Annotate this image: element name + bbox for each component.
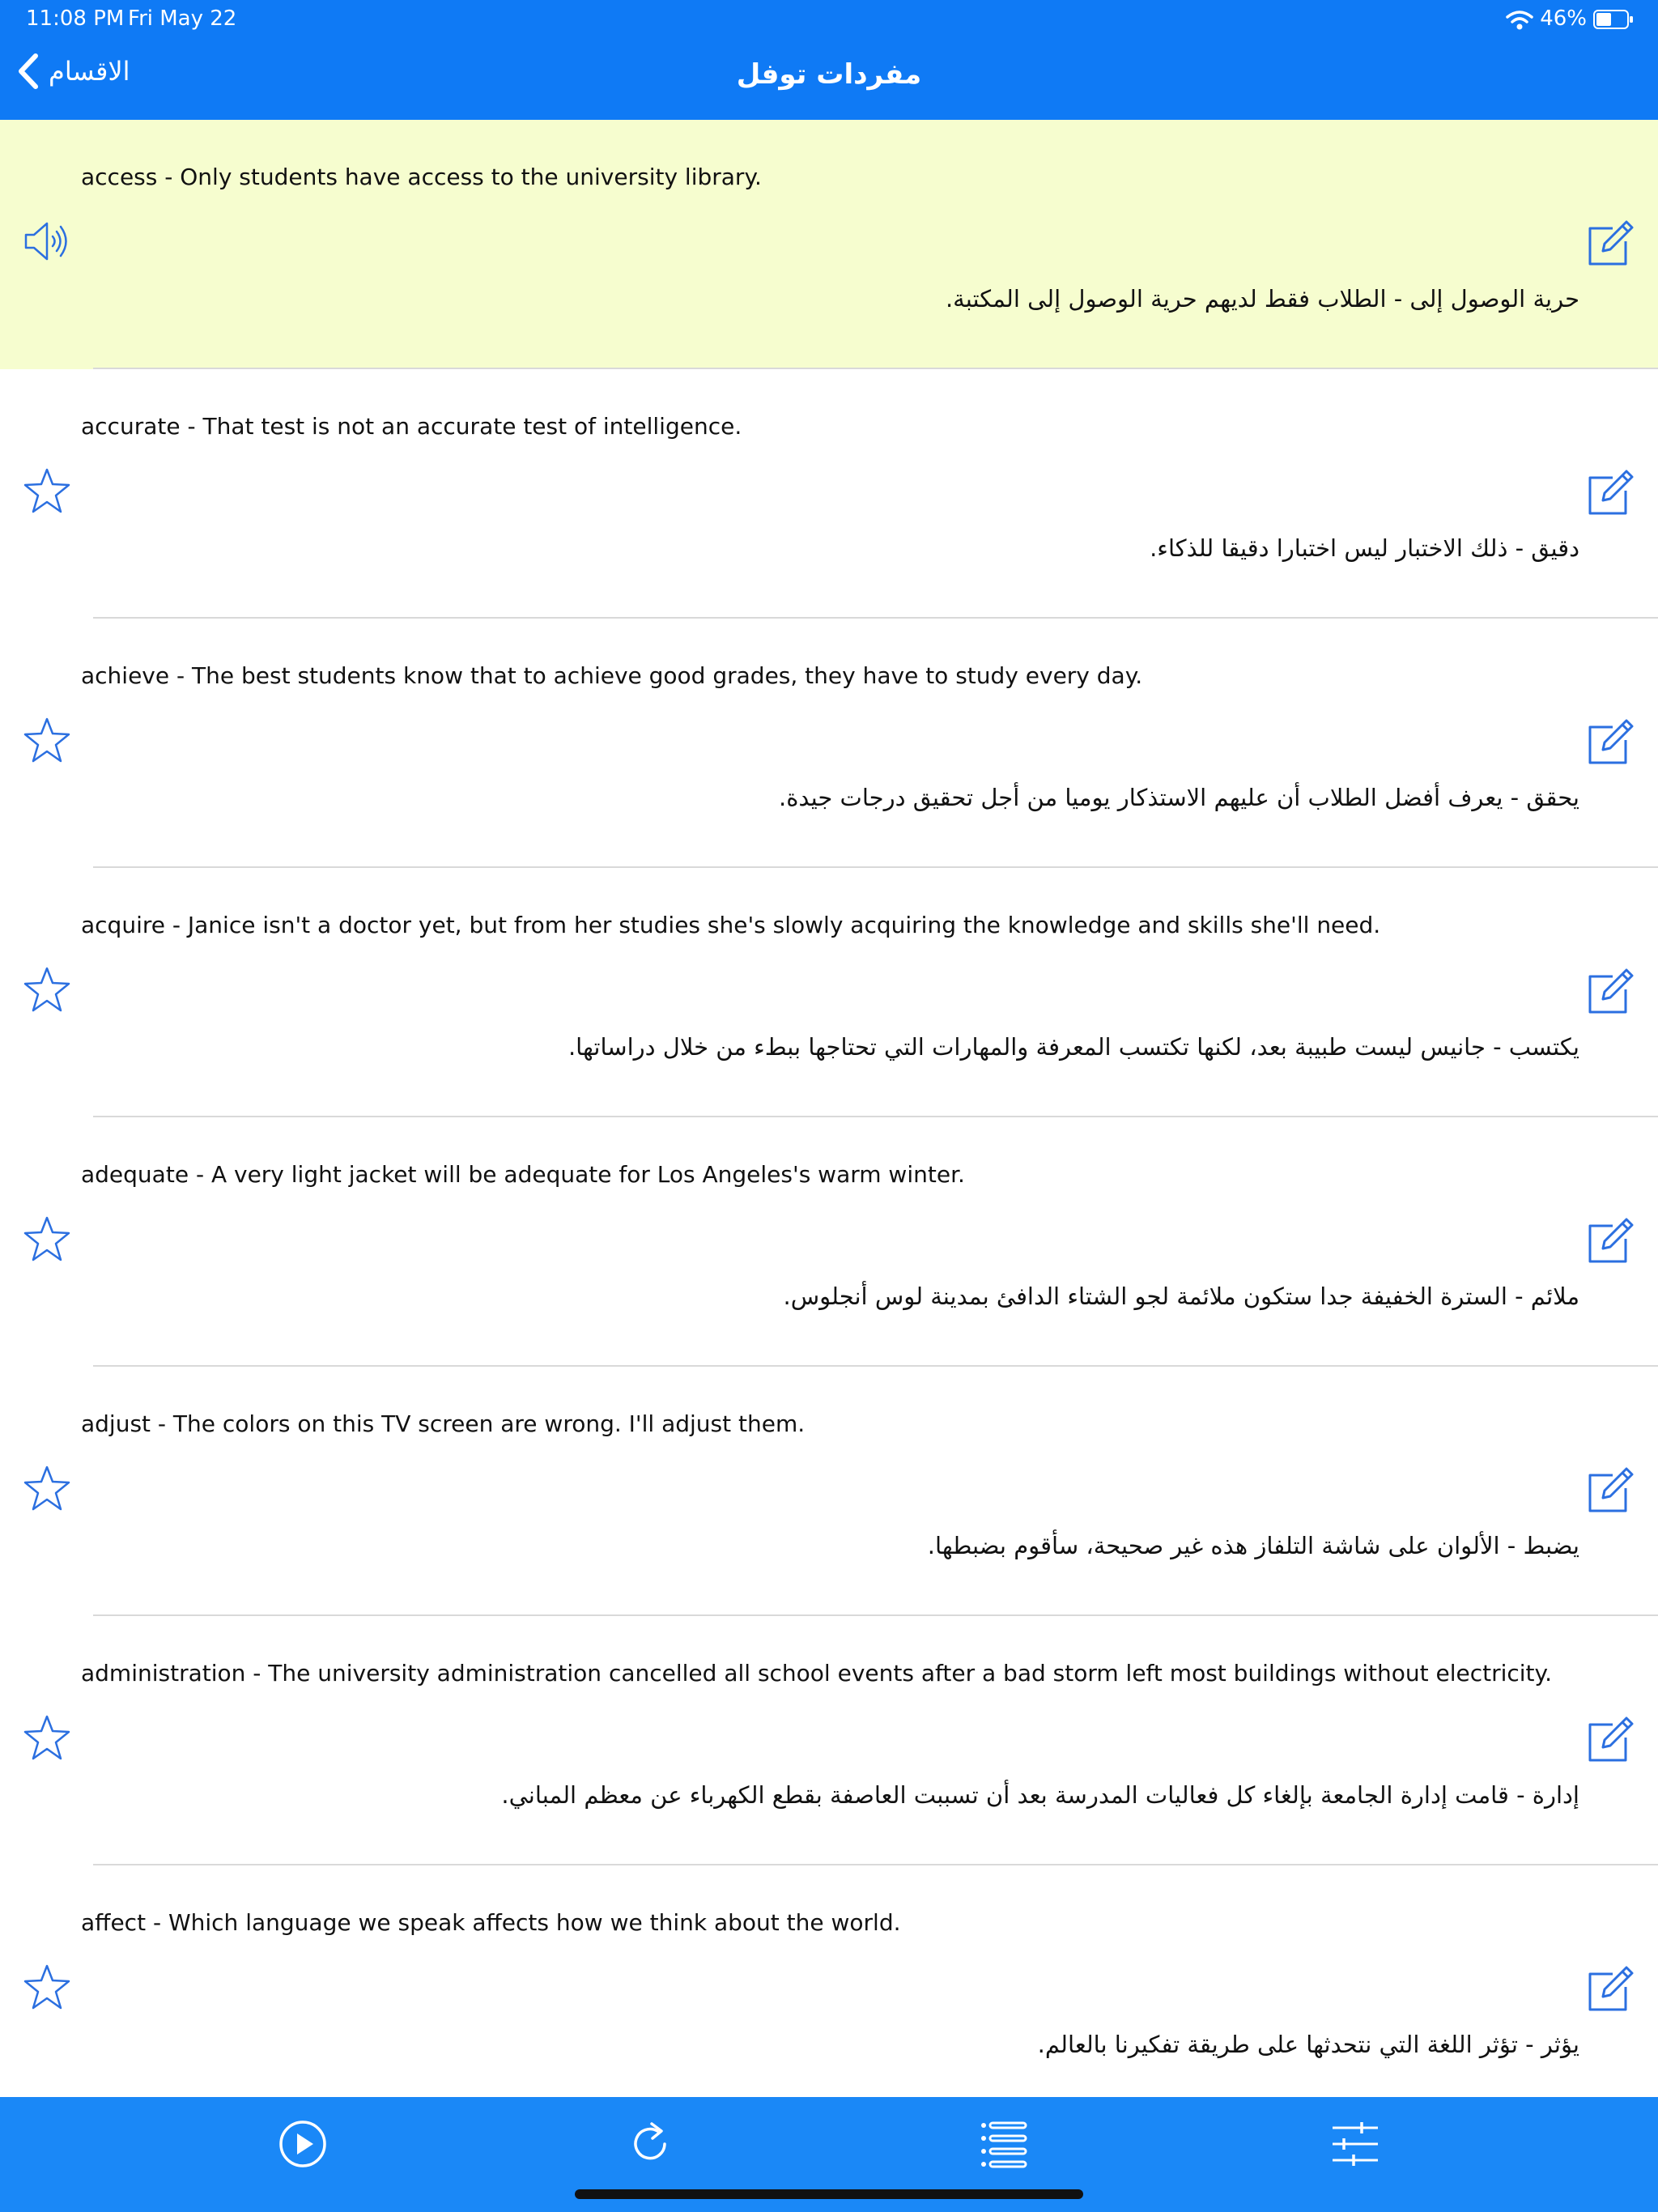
arabic-translation: يؤثر - تؤثر اللغة التي نتحدثها على طريقة تفكيرنا بالعالم. xyxy=(1037,2031,1579,2058)
arabic-translation: ملائم - السترة الخفيفة جدا ستكون ملائمة لجو الشتاء الدافئ بمدينة لوس أنجلوس. xyxy=(783,1283,1579,1310)
star-icon[interactable] xyxy=(23,965,71,1014)
settings-sliders-icon[interactable] xyxy=(1329,2118,1381,2170)
battery-icon xyxy=(1593,10,1634,29)
speaker-icon[interactable] xyxy=(23,217,71,266)
edit-icon[interactable] xyxy=(1585,967,1635,1015)
arabic-translation: حرية الوصول إلى - الطلاب فقط لديهم حرية الوصول إلى المكتبة. xyxy=(945,285,1579,313)
list-item[interactable] xyxy=(0,1367,1658,1616)
list-item[interactable] xyxy=(0,619,1658,868)
page-title: مفردات توفل xyxy=(736,58,922,91)
navigation-bar xyxy=(0,0,1658,120)
star-icon[interactable] xyxy=(23,466,71,515)
list-icon[interactable] xyxy=(978,2118,1030,2170)
repeat-icon[interactable] xyxy=(625,2118,677,2170)
edit-icon[interactable] xyxy=(1585,219,1635,267)
english-sentence: affect - Which language we speak affects how we think about the world. xyxy=(81,1909,901,1936)
vocabulary-list xyxy=(0,120,1658,2115)
list-item[interactable] xyxy=(0,1117,1658,1367)
edit-icon[interactable] xyxy=(1585,1465,1635,1514)
english-sentence: adequate - A very light jacket will be adequate for Los Angeles's warm winter. xyxy=(81,1161,965,1188)
edit-icon[interactable] xyxy=(1585,1216,1635,1265)
arabic-translation: يحقق - يعرف أفضل الطلاب أن عليهم الاستذكار يوميا من أجل تحقيق درجات جيدة. xyxy=(778,784,1579,811)
english-sentence: access - Only students have access to the university library. xyxy=(81,164,762,190)
arabic-translation: دقيق - ذلك الاختبار ليس اختبارا دقيقا للذكاء. xyxy=(1150,534,1579,562)
arabic-translation: يضبط - الألوان على شاشة التلفاز هذه غير صحيحة، سأقوم بضبطها. xyxy=(927,1532,1579,1559)
battery-percentage: 46% xyxy=(1540,6,1587,31)
english-sentence: adjust - The colors on this TV screen are wrong. I'll adjust them. xyxy=(81,1410,806,1437)
status-date: Fri May 22 xyxy=(128,6,237,31)
star-icon[interactable] xyxy=(23,1464,71,1512)
list-item[interactable] xyxy=(0,1616,1658,1865)
list-item[interactable] xyxy=(0,1865,1658,2115)
star-icon[interactable] xyxy=(23,1214,71,1263)
english-sentence: acquire - Janice isn't a doctor yet, but from her studies she's slowly acquiring the knowledge and skills she'll need. xyxy=(81,912,1381,938)
edit-icon[interactable] xyxy=(1585,717,1635,766)
english-sentence: administration - The university administration cancelled all school events after a bad storm left most buildings without electricity. xyxy=(81,1660,1552,1687)
list-item[interactable] xyxy=(0,868,1658,1117)
star-icon[interactable] xyxy=(23,716,71,764)
home-indicator xyxy=(575,2189,1083,2199)
arabic-translation: يكتسب - جانيس ليست طبيبة بعد، لكنها تكتسب المعرفة والمهارات التي تحتاجها ببطء من خلال دراساتها. xyxy=(568,1033,1579,1061)
play-icon[interactable] xyxy=(277,2118,329,2170)
arabic-translation: إدارة - قامت إدارة الجامعة بإلغاء كل فعاليات المدرسة بعد أن تسببت العاصفة بقطع الكهرباء عن معظم المباني. xyxy=(501,1781,1579,1809)
edit-icon[interactable] xyxy=(1585,1964,1635,2013)
list-item[interactable] xyxy=(0,120,1658,369)
wifi-icon xyxy=(1506,10,1533,31)
status-time: 11:08 PM xyxy=(26,6,125,31)
list-item[interactable] xyxy=(0,369,1658,619)
edit-icon[interactable] xyxy=(1585,1715,1635,1763)
back-button-label: الاقسام xyxy=(49,56,130,87)
star-icon[interactable] xyxy=(23,1963,71,2011)
english-sentence: achieve - The best students know that to achieve good grades, they have to study every day. xyxy=(81,662,1143,689)
edit-icon[interactable] xyxy=(1585,468,1635,517)
star-icon[interactable] xyxy=(23,1713,71,1762)
english-sentence: accurate - That test is not an accurate test of intelligence. xyxy=(81,413,742,440)
